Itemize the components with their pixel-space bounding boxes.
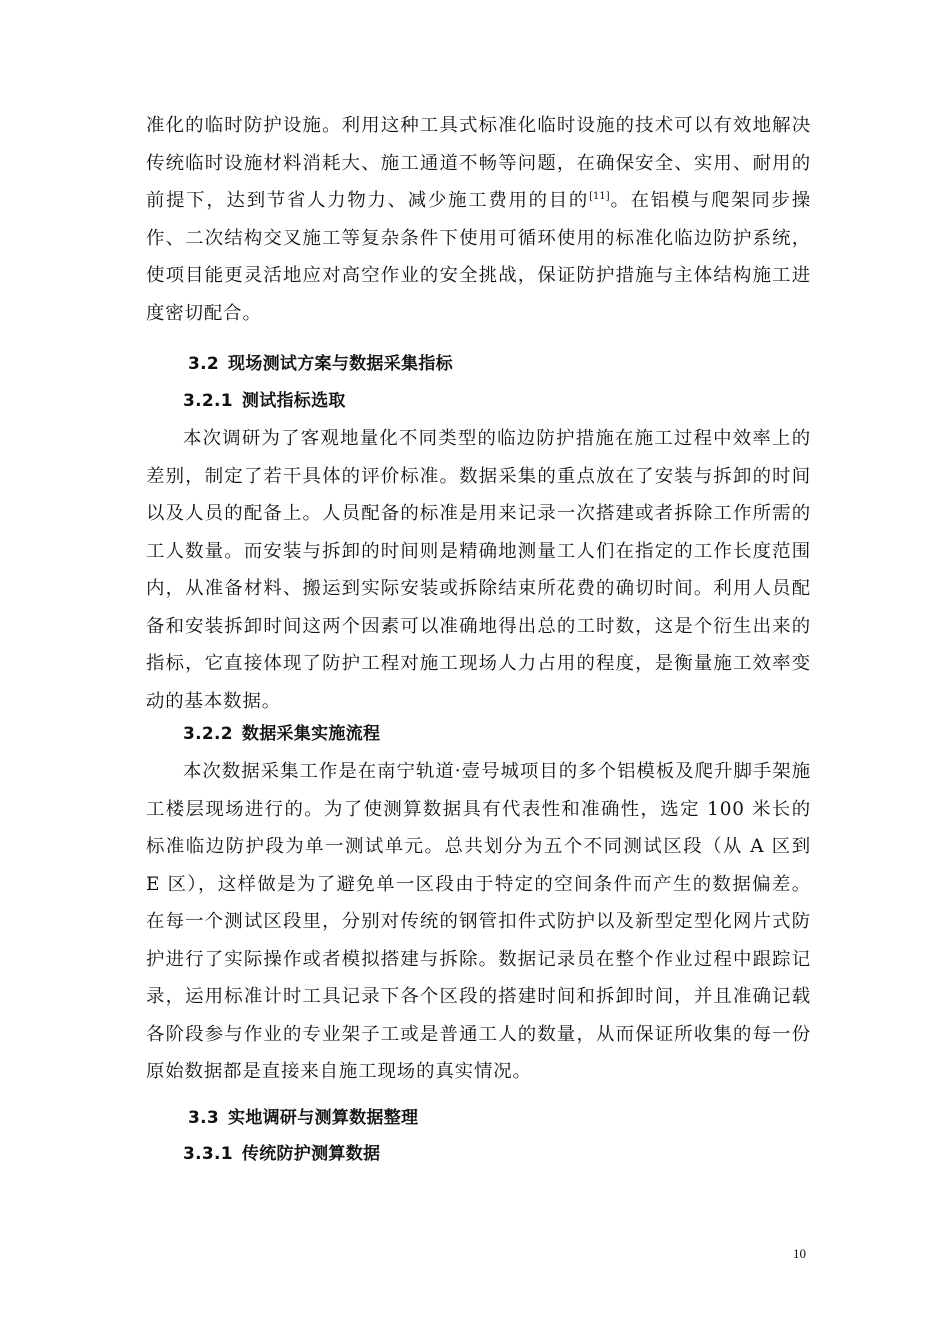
section-heading-3-2-2 [183, 722, 380, 746]
section-number: 3.3.1 [183, 1144, 233, 1164]
paragraph-text: 准化的临时防护设施。利用这种工具式标准化临时设施的技术可以有效地解决传统临时设施材料消耗大、施工通道不畅等问题，在确保安全、实用、耐用的前提下，达到节省人力物力、减少施工费用的目的 [146, 115, 811, 211]
citation-reference: [11] [589, 190, 610, 202]
section-heading-3-3-1 [183, 1142, 380, 1166]
section-title: 测试指标选取 [241, 391, 346, 411]
section-title: 数据采集实施流程 [241, 724, 381, 744]
section-number: 3.3 [188, 1108, 220, 1128]
section-number: 3.2.2 [183, 724, 233, 744]
section-heading-3-2 [188, 352, 453, 376]
paragraph-test-indicators: 本次调研为了客观地量化不同类型的临边防护措施在施工过程中效率上的差别，制定了若干具体的评价标准。数据采集的重点放在了安装与拆卸的时间以及人员的配备上。人员配备的标准是用来记录一次搭建或者拆除工作所需的工人数量。而安装与拆卸的时间则是精确地测量工人们在指定的工作长度范围内，从准备材料、搬运到实际安装或拆除结束所花费的确切时间。利用人员配备和安装拆卸时间这两个因素可以准确地得出总的工时数，这是个衍生出来的指标，它直接体现了防护工程对施工现场人力占用的程度，是衡量施工效率变动的基本数据。 [146, 428, 811, 712]
paragraph-protection-facilities [146, 107, 811, 332]
section-heading-3-2-1 [183, 389, 346, 413]
section-title: 现场测试方案与数据采集指标 [228, 354, 453, 374]
section-heading-3-3 [188, 1106, 418, 1130]
section-number: 3.2.1 [183, 391, 233, 411]
section-title: 传统防护测算数据 [241, 1144, 381, 1164]
paragraph-data-collection: 本次数据采集工作是在南宁轨道·壹号城项目的多个铝模板及爬升脚手架施工楼层现场进行的。为了使测算数据具有代表性和准确性，选定 100 米长的标准临边防护段为单一测试单元。总共划分为五个不同测试区段（从 A 区到 E 区），这样做是为了避免单一区段由于特定的空间条件而产生的数据偏差。在每一个测试区段里，分别对传统的钢管扣件式防护以及新型定型化网片式防护进行了实际操作或者模拟搭建与拆除。数据记录员在整个作业过程中跟踪记录，运用标准计时工具记录下各个区段的搭建时间和拆卸时间，并且准确记载各阶段参与作业的专业架子工或是普通工人的数量，从而保证所收集的每一份原始数据都是直接来自施工现场的真实情况。 [146, 761, 811, 1082]
paragraph-text: 。在铝模与爬架同步操作、二次结构交叉施工等复杂条件下使用可循环使用的标准化临边防护系统，使项目能更灵活地应对高空作业的安全挑战，保证防护措施与主体结构施工进度密切配合。 [146, 190, 811, 324]
section-title: 实地调研与测算数据整理 [228, 1108, 419, 1128]
page-number: 10 [793, 1246, 806, 1261]
section-number: 3.2 [188, 354, 220, 374]
